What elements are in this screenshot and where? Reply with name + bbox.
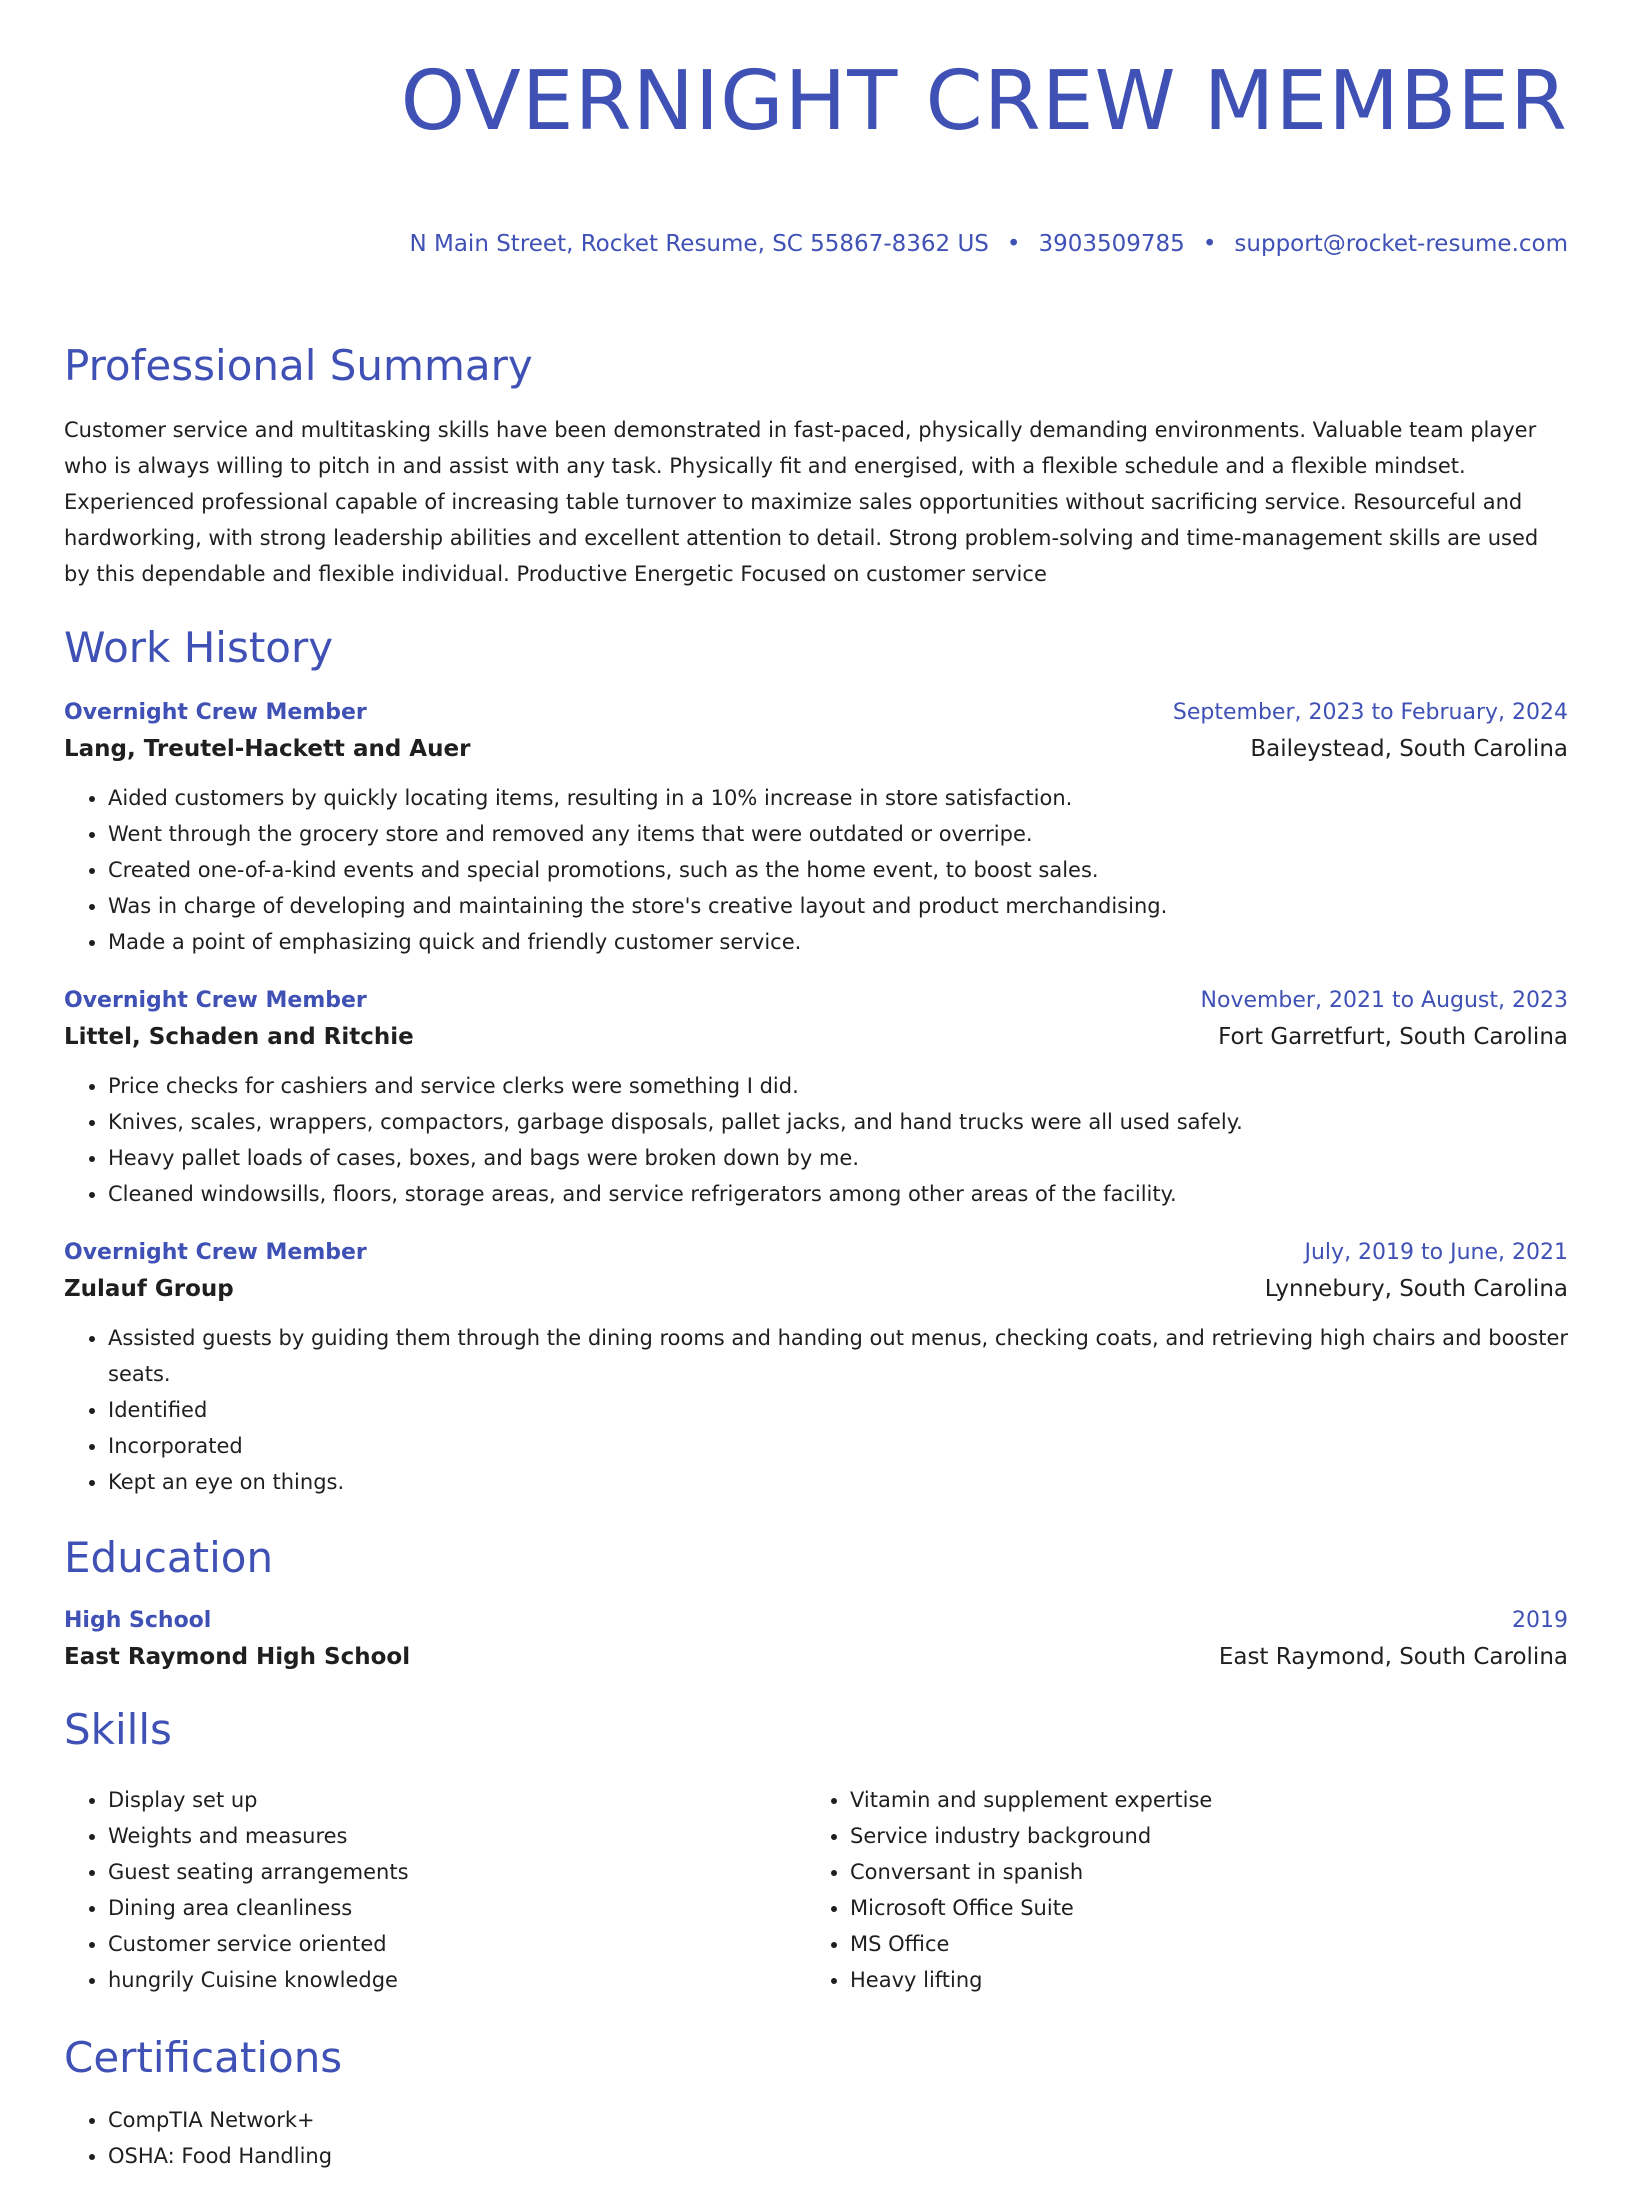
skill-item: • Microsoft Office Suite <box>850 1890 1548 1926</box>
skills-section <box>64 1704 1568 1998</box>
job-employer <box>64 1270 1568 1308</box>
job-company: Zulauf Group <box>64 1276 234 1302</box>
job-bullets <box>64 1068 1568 1212</box>
section-heading-skills: Skills <box>64 1705 172 1754</box>
education-degree: High School <box>64 1608 212 1633</box>
certification-item: • OSHA: Food Handling <box>108 2138 1568 2174</box>
job-location: Fort Garretfurt, South Carolina <box>1218 1024 1568 1050</box>
job-entry <box>64 1236 1568 1500</box>
list-item: • Incorporated <box>108 1428 1568 1464</box>
skill-item: • Conversant in spanish <box>850 1854 1548 1890</box>
page-title: OVERNIGHT CREW MEMBER <box>400 54 1568 149</box>
skill-item: • Customer service oriented <box>108 1926 806 1962</box>
skill-item: • Weights and measures <box>108 1818 806 1854</box>
contact-line <box>64 228 1568 260</box>
skill-item: • MS Office <box>850 1926 1548 1962</box>
education-location: East Raymond, South Carolina <box>1218 1644 1568 1670</box>
skill-item: • Vitamin and supplement expertise <box>850 1782 1548 1818</box>
skills-list-left <box>64 1782 806 1998</box>
list-item: • Made a point of emphasizing quick and friendly customer service. <box>108 924 1568 960</box>
resume-header <box>64 52 1568 260</box>
job-header <box>64 1236 1568 1270</box>
contact-separator: • <box>1202 231 1217 257</box>
job-role: Overnight Crew Member <box>64 700 367 725</box>
list-item: • Heavy pallet loads of cases, boxes, and bags were broken down by me. <box>108 1140 1568 1176</box>
work-section <box>64 622 1568 1500</box>
skills-columns <box>64 1782 1568 1998</box>
list-item: • Went through the grocery store and removed any items that were outdated or overripe. <box>108 816 1568 852</box>
skill-item: • Service industry background <box>850 1818 1548 1854</box>
job-company: Littel, Schaden and Ritchie <box>64 1024 414 1050</box>
job-header <box>64 696 1568 730</box>
job-dates: November, 2021 to August, 2023 <box>1200 988 1568 1013</box>
job-location: Lynnebury, South Carolina <box>1264 1276 1568 1302</box>
job-employer <box>64 730 1568 768</box>
list-item: • Cleaned windowsills, floors, storage areas, and service refrigerators among other areas of the facility. <box>108 1176 1568 1212</box>
job-company: Lang, Treutel-Hackett and Auer <box>64 736 471 762</box>
education-section <box>64 1532 1568 1676</box>
contact-email-link[interactable]: support@rocket-resume.com <box>1234 231 1568 257</box>
section-heading-education: Education <box>64 1533 274 1582</box>
list-item: • Assisted guests by guiding them through the dining rooms and handing out menus, checking coats, and retrieving high chairs and booster seats. <box>108 1320 1568 1392</box>
certifications-section <box>64 2032 1568 2174</box>
job-header <box>64 984 1568 1018</box>
skills-list-right <box>806 1782 1548 1998</box>
list-item: • Created one-of-a-kind events and special promotions, such as the home event, to boost sales. <box>108 852 1568 888</box>
job-bullets <box>64 780 1568 960</box>
education-year: 2019 <box>1512 1608 1568 1633</box>
summary-section <box>64 340 1568 592</box>
contact-address: N Main Street, Rocket Resume, SC 55867-8362 US <box>409 231 989 257</box>
section-heading-certifications: Certifications <box>64 2033 343 2082</box>
section-heading-summary: Professional Summary <box>64 341 533 390</box>
education-school: East Raymond High School <box>64 1644 411 1670</box>
list-item: • Identified <box>108 1392 1568 1428</box>
job-employer <box>64 1018 1568 1056</box>
list-item: • Kept an eye on things. <box>108 1464 1568 1500</box>
section-heading-work: Work History <box>64 623 334 672</box>
job-entry <box>64 696 1568 960</box>
contact-separator: • <box>1006 231 1021 257</box>
list-item: • Price checks for cashiers and service clerks were something I did. <box>108 1068 1568 1104</box>
contact-phone: 3903509785 <box>1038 231 1185 257</box>
skill-item: • Guest seating arrangements <box>108 1854 806 1890</box>
list-item: • Knives, scales, wrappers, compactors, garbage disposals, pallet jacks, and hand trucks were all used safely. <box>108 1104 1568 1140</box>
job-dates: September, 2023 to February, 2024 <box>1172 700 1568 725</box>
list-item: • Aided customers by quickly locating items, resulting in a 10% increase in store satisfaction. <box>108 780 1568 816</box>
summary-text: Customer service and multitasking skills have been demonstrated in fast-paced, physically demanding environments. Valuable team player who is always willing to pitch in and assist with any task. Physically fit and energised, with a flexible schedule and a flexible mindset. Experienced professional capable of increasing table turnover to maximize sales opportunities without sacrificing service. Resourceful and hardworking, with strong leadership abilities and excellent attention to detail. Strong problem-solving and time-management skills are used by this dependable and flexible individual. Productive Energetic Focused on customer service <box>64 418 1539 586</box>
job-location: Baileystead, South Carolina <box>1250 736 1568 762</box>
job-role: Overnight Crew Member <box>64 988 367 1013</box>
skill-item: • Heavy lifting <box>850 1962 1548 1998</box>
job-dates: July, 2019 to June, 2021 <box>1304 1240 1568 1265</box>
skill-item: • Dining area cleanliness <box>108 1890 806 1926</box>
job-entry <box>64 984 1568 1212</box>
certifications-list <box>64 2102 1568 2174</box>
job-bullets <box>64 1320 1568 1500</box>
skill-item: • hungrily Cuisine knowledge <box>108 1962 806 1998</box>
education-school-row <box>64 1638 1568 1676</box>
skill-item: • Display set up <box>108 1782 806 1818</box>
list-item: • Was in charge of developing and maintaining the store's creative layout and product merchandising. <box>108 888 1568 924</box>
resume-page <box>64 0 1568 2195</box>
certification-item: • CompTIA Network+ <box>108 2102 1568 2138</box>
education-header <box>64 1604 1568 1638</box>
job-role: Overnight Crew Member <box>64 1240 367 1265</box>
education-entry <box>64 1604 1568 1676</box>
